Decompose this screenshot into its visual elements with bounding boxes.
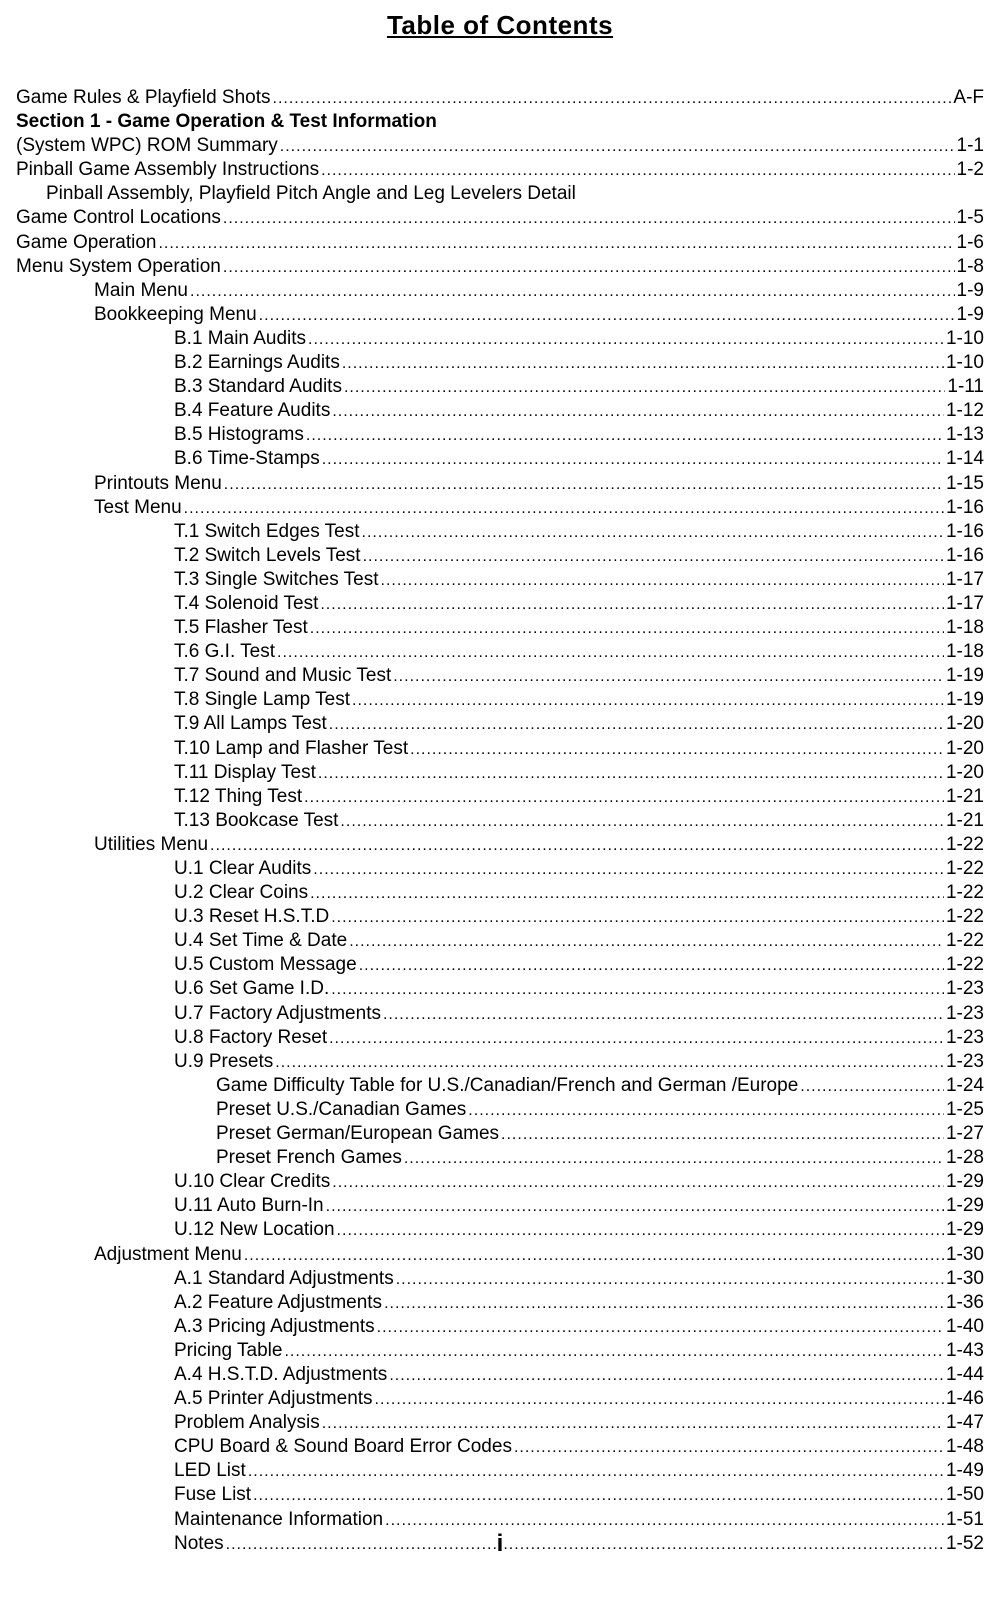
dot-leader <box>468 1099 944 1123</box>
toc-entry-page: 1-16 <box>945 520 984 542</box>
toc-entry-label: T.13 Bookcase Test <box>174 809 339 831</box>
toc-entry <box>16 1026 984 1050</box>
toc-entry-label: Game Operation <box>16 231 157 253</box>
toc-entry-page: 1-21 <box>945 809 984 831</box>
toc-entry-page: 1-18 <box>945 641 984 663</box>
toc-entry <box>16 640 984 664</box>
toc-entry-label: Pinball Game Assembly Instructions <box>16 159 320 181</box>
dot-leader <box>331 978 944 1002</box>
dot-leader <box>332 400 944 424</box>
toc-entry <box>16 809 984 833</box>
toc-entry-label: T.12 Thing Test <box>174 785 303 807</box>
toc-entry-label: B.1 Main Audits <box>174 327 307 349</box>
toc-entry-label: Preset German/European Games <box>216 1123 500 1145</box>
toc-entry-label: Main Menu <box>94 279 188 301</box>
toc-entry-page: 1-30 <box>945 1267 984 1289</box>
toc-entry-page: 1-21 <box>945 785 984 807</box>
toc-entry <box>16 327 984 351</box>
toc-entry-page: 1-23 <box>945 978 984 1000</box>
toc-entry-label: T.6 G.I. Test <box>174 641 276 663</box>
dot-leader <box>313 858 944 882</box>
dot-leader <box>331 906 944 930</box>
dot-leader <box>342 352 944 376</box>
toc-entry-label: B.4 Feature Audits <box>174 400 331 422</box>
toc-entry-page: 1-6 <box>956 231 984 253</box>
dot-leader <box>318 762 944 786</box>
dot-leader <box>326 1195 944 1219</box>
toc-entry <box>16 1218 984 1242</box>
toc-entry-page: 1-12 <box>945 400 984 422</box>
toc-entry-label: U.8 Factory Reset <box>174 1026 328 1048</box>
toc-entry-label: U.3 Reset H.S.T.D <box>174 906 330 928</box>
toc-entry-label: U.9 Presets <box>174 1050 274 1072</box>
toc-entry-label: T.7 Sound and Music Test <box>174 665 392 687</box>
toc-entry-label: Section 1 - Game Operation & Test Information <box>16 111 437 133</box>
toc-entry-page: 1-18 <box>945 617 984 639</box>
toc-entry-label: Test Menu <box>94 496 182 518</box>
dot-leader <box>381 569 944 593</box>
dot-leader <box>223 256 955 280</box>
toc-entry <box>16 1146 984 1170</box>
toc-entry-label: T.11 Display Test <box>174 761 316 783</box>
toc-entry <box>16 399 984 423</box>
toc-entry <box>16 1315 984 1339</box>
dot-leader <box>514 1436 944 1460</box>
toc-entry-label: LED List <box>174 1460 246 1482</box>
dot-leader <box>385 1509 944 1533</box>
toc-entry <box>16 1435 984 1459</box>
toc-entry-page: 1-44 <box>945 1363 984 1385</box>
toc-entry-label: T.3 Single Switches Test <box>174 568 379 590</box>
toc-entry <box>16 1194 984 1218</box>
toc-entry-label: Maintenance Information <box>174 1508 384 1530</box>
dot-leader <box>280 135 955 159</box>
toc-entry-label: U.6 Set Game I.D. <box>174 978 330 1000</box>
toc-entry <box>16 303 984 327</box>
toc-entry-page: A-F <box>953 87 984 108</box>
dot-leader <box>223 207 955 231</box>
dot-leader <box>389 1364 944 1388</box>
dot-leader <box>337 1219 944 1243</box>
dot-leader <box>359 954 944 978</box>
page-number: i <box>496 1530 504 1557</box>
toc-entry-page: 1-19 <box>945 689 984 711</box>
dot-leader <box>310 617 944 641</box>
toc-entry <box>16 279 984 303</box>
toc-entry <box>16 1074 984 1098</box>
toc-entry-label: A.4 H.S.T.D. Adjustments <box>174 1363 388 1385</box>
dot-leader <box>393 665 944 689</box>
toc-entry-page: 1-17 <box>945 568 984 590</box>
toc-entry-label: U.2 Clear Coins <box>174 882 309 904</box>
toc-entry-label: U.12 New Location <box>174 1219 335 1241</box>
toc-entry <box>16 182 984 206</box>
toc-entry <box>16 496 984 520</box>
toc-entry <box>16 1459 984 1483</box>
toc-entry-label: B.2 Earnings Audits <box>174 352 340 374</box>
toc-entry-page: 1-5 <box>956 207 984 229</box>
dot-leader <box>362 521 944 545</box>
toc-entry-page: 1-14 <box>945 448 984 470</box>
dot-leader <box>253 1484 944 1508</box>
toc-entry-page: 1-22 <box>945 930 984 952</box>
toc-entry-page: 1-9 <box>956 303 984 325</box>
toc-entry-page: 1-30 <box>945 1243 984 1265</box>
toc-entry-label: Preset French Games <box>216 1147 402 1169</box>
toc-entry-label: Problem Analysis <box>174 1412 320 1434</box>
toc-entry <box>16 255 984 279</box>
toc-entry-label: U.11 Auto Burn-In <box>174 1195 324 1217</box>
toc-entry-label: Bookkeeping Menu <box>94 303 257 325</box>
toc-entry <box>16 86 984 110</box>
toc-entry-page: 1-50 <box>945 1484 984 1506</box>
toc-entry <box>16 472 984 496</box>
dot-leader <box>383 1003 944 1027</box>
toc-entry-label: U.4 Set Time & Date <box>174 930 348 952</box>
toc-entry-label: Pinball Assembly, Playfield Pitch Angle and Leg Levelers Detail <box>46 183 576 205</box>
toc-entry-page: 1-22 <box>945 954 984 976</box>
toc-entry-label: A.5 Printer Adjustments <box>174 1388 373 1410</box>
toc-entry <box>16 1339 984 1363</box>
toc-entry <box>16 1363 984 1387</box>
toc-entry-page: 1-22 <box>945 858 984 879</box>
toc-entry-label: U.1 Clear Audits <box>174 858 312 879</box>
toc-entry-label: T.8 Single Lamp Test <box>174 689 351 711</box>
dot-leader <box>244 1244 944 1268</box>
toc-entry-page: 1-17 <box>945 592 984 614</box>
toc-entry-page: 1-10 <box>945 327 984 349</box>
toc-entry <box>16 1122 984 1146</box>
toc-entry-label: B.5 Histograms <box>174 424 304 446</box>
toc-entry <box>16 351 984 375</box>
page-title: Table of Contents <box>386 10 614 40</box>
toc-entry-label: T.9 All Lamps Test <box>174 713 327 735</box>
table-of-contents <box>16 86 984 1556</box>
toc-entry-label: Fuse List <box>174 1484 252 1506</box>
toc-entry-label: Game Difficulty Table for U.S./Canadian/French and German /Europe <box>216 1074 799 1096</box>
dot-leader <box>224 473 944 497</box>
toc-entry-page: 1-47 <box>945 1412 984 1434</box>
toc-entry-label: Game Rules & Playfield Shots <box>16 87 271 108</box>
toc-entry <box>16 1411 984 1435</box>
toc-entry-page: 1-9 <box>956 279 984 301</box>
toc-entry-label: T.2 Switch Levels Test <box>174 544 361 566</box>
toc-entry-label: T.4 Solenoid Test <box>174 592 319 614</box>
toc-entry <box>16 1170 984 1194</box>
dot-leader <box>377 1316 944 1340</box>
toc-entry-page: 1-24 <box>945 1074 984 1096</box>
dot-leader <box>248 1460 944 1484</box>
toc-entry <box>16 616 984 640</box>
toc-entry-page: 1-2 <box>956 159 984 181</box>
toc-entry-page: 1-10 <box>945 352 984 374</box>
toc-entry <box>16 375 984 399</box>
toc-entry-label: CPU Board & Sound Board Error Codes <box>174 1436 512 1458</box>
toc-entry <box>16 929 984 953</box>
dot-leader <box>184 497 944 521</box>
toc-entry-page: 1-15 <box>945 472 984 494</box>
dot-leader <box>501 1123 944 1147</box>
toc-entry-label: T.5 Flasher Test <box>174 617 308 639</box>
toc-entry-label: T.10 Lamp and Flasher Test <box>174 737 409 759</box>
toc-entry <box>16 1387 984 1411</box>
toc-entry <box>16 857 984 881</box>
toc-entry-page: 1-23 <box>945 1002 984 1024</box>
toc-entry-page: 1-51 <box>945 1508 984 1530</box>
toc-entry-label: B.3 Standard Audits <box>174 376 342 398</box>
toc-entry <box>16 568 984 592</box>
dot-leader <box>277 641 944 665</box>
toc-entry-page: 1-29 <box>945 1195 984 1217</box>
toc-entry-page: 1-40 <box>945 1315 984 1337</box>
toc-entry <box>16 953 984 977</box>
toc-entry <box>16 737 984 761</box>
toc-section-heading <box>16 110 984 134</box>
dot-leader <box>275 1051 944 1075</box>
dot-leader <box>259 304 955 328</box>
toc-entry <box>16 664 984 688</box>
toc-entry <box>16 977 984 1001</box>
toc-entry <box>16 785 984 809</box>
toc-entry-page: 1-16 <box>945 496 984 518</box>
dot-leader <box>273 87 952 111</box>
toc-entry-label: A.2 Feature Adjustments <box>174 1291 383 1313</box>
toc-entry-page: 1-22 <box>945 906 984 928</box>
dot-leader <box>375 1388 944 1412</box>
dot-leader <box>800 1075 944 1099</box>
toc-entry-page: 1-23 <box>945 1050 984 1072</box>
toc-entry-page: 1-46 <box>945 1388 984 1410</box>
toc-entry-label: Utilities Menu <box>94 833 209 855</box>
toc-entry-label: Game Control Locations <box>16 207 221 229</box>
dot-leader <box>396 1268 944 1292</box>
toc-entry-label: Adjustment Menu <box>94 1243 242 1265</box>
dot-leader <box>322 1412 944 1436</box>
dot-leader <box>410 738 944 762</box>
dot-leader <box>320 593 944 617</box>
toc-entry-page: 1-1 <box>956 135 984 157</box>
toc-entry-page: 1-20 <box>945 761 984 783</box>
toc-entry-page: 1-36 <box>945 1291 984 1313</box>
toc-entry <box>16 1483 984 1507</box>
toc-entry-page: 1-11 <box>947 376 984 398</box>
toc-entry-page: 1-29 <box>945 1219 984 1241</box>
toc-entry-label: U.5 Custom Message <box>174 954 357 976</box>
toc-entry <box>16 1508 984 1532</box>
dot-leader <box>404 1147 944 1171</box>
toc-entry-page: 1-22 <box>945 833 984 855</box>
toc-entry-page: 1-13 <box>945 424 984 446</box>
toc-entry-label: A.3 Pricing Adjustments <box>174 1315 375 1337</box>
toc-entry-page: 1-49 <box>945 1460 984 1482</box>
toc-entry-page: 1-43 <box>945 1339 984 1361</box>
toc-entry <box>16 158 984 182</box>
toc-entry-label: A.1 Standard Adjustments <box>174 1267 394 1289</box>
toc-entry <box>16 231 984 255</box>
toc-entry <box>16 761 984 785</box>
dot-leader <box>210 834 944 858</box>
toc-entry <box>16 592 984 616</box>
toc-entry <box>16 544 984 568</box>
toc-entry-page: 1-22 <box>945 882 984 904</box>
toc-entry-label: Printouts Menu <box>94 472 222 494</box>
toc-entry <box>16 1243 984 1267</box>
dot-leader <box>321 159 954 183</box>
toc-entry <box>16 423 984 447</box>
toc-entry <box>16 520 984 544</box>
dot-leader <box>332 1171 944 1195</box>
dot-leader <box>340 810 944 834</box>
toc-entry-label: Menu System Operation <box>16 255 221 277</box>
toc-entry-page: 1-23 <box>945 1026 984 1048</box>
dot-leader <box>363 545 944 569</box>
toc-entry-label: Pricing Table <box>174 1339 283 1361</box>
toc-entry <box>16 881 984 905</box>
toc-entry-page: 1-27 <box>945 1123 984 1145</box>
toc-entry-label: U.10 Clear Credits <box>174 1171 331 1193</box>
dot-leader <box>190 280 955 304</box>
dot-leader <box>349 930 944 954</box>
toc-entry-label: B.6 Time-Stamps <box>174 448 320 470</box>
toc-entry-label: T.1 Switch Edges Test <box>174 520 360 542</box>
toc-entry <box>16 447 984 471</box>
toc-entry-page: 1-28 <box>945 1147 984 1169</box>
toc-entry-label: Preset U.S./Canadian Games <box>216 1098 467 1120</box>
toc-entry <box>16 1098 984 1122</box>
dot-leader <box>310 882 944 906</box>
toc-entry-page: 1-48 <box>945 1436 984 1458</box>
toc-entry <box>16 905 984 929</box>
toc-entry <box>16 1267 984 1291</box>
toc-entry-label: (System WPC) ROM Summary <box>16 135 278 157</box>
toc-entry <box>16 1050 984 1074</box>
toc-entry <box>16 206 984 230</box>
toc-entry <box>16 134 984 158</box>
toc-entry-page: 1-20 <box>945 737 984 759</box>
toc-entry <box>16 712 984 736</box>
toc-entry-page: 1-25 <box>945 1098 984 1120</box>
dot-leader <box>158 232 954 256</box>
dot-leader <box>329 713 944 737</box>
toc-entry-page: 1-8 <box>956 255 984 277</box>
toc-entry <box>16 688 984 712</box>
toc-entry-page: 1-20 <box>945 713 984 735</box>
dot-leader <box>306 424 944 448</box>
toc-entry-page: 1-29 <box>945 1171 984 1193</box>
toc-entry-page: 1-16 <box>945 544 984 566</box>
dot-leader <box>329 1027 944 1051</box>
toc-entry <box>16 1002 984 1026</box>
toc-entry-label: U.7 Factory Adjustments <box>174 1002 381 1024</box>
dot-leader <box>284 1340 944 1364</box>
dot-leader <box>322 448 944 472</box>
dot-leader <box>344 376 945 400</box>
dot-leader <box>304 786 944 810</box>
toc-entry-label: Notes <box>174 1532 224 1554</box>
toc-entry-page: 1-19 <box>945 665 984 687</box>
toc-entry <box>16 1291 984 1315</box>
toc-entry <box>16 833 984 857</box>
dot-leader <box>384 1292 944 1316</box>
toc-entry-page: 1-52 <box>945 1532 984 1554</box>
dot-leader <box>308 328 944 352</box>
dot-leader <box>352 689 944 713</box>
